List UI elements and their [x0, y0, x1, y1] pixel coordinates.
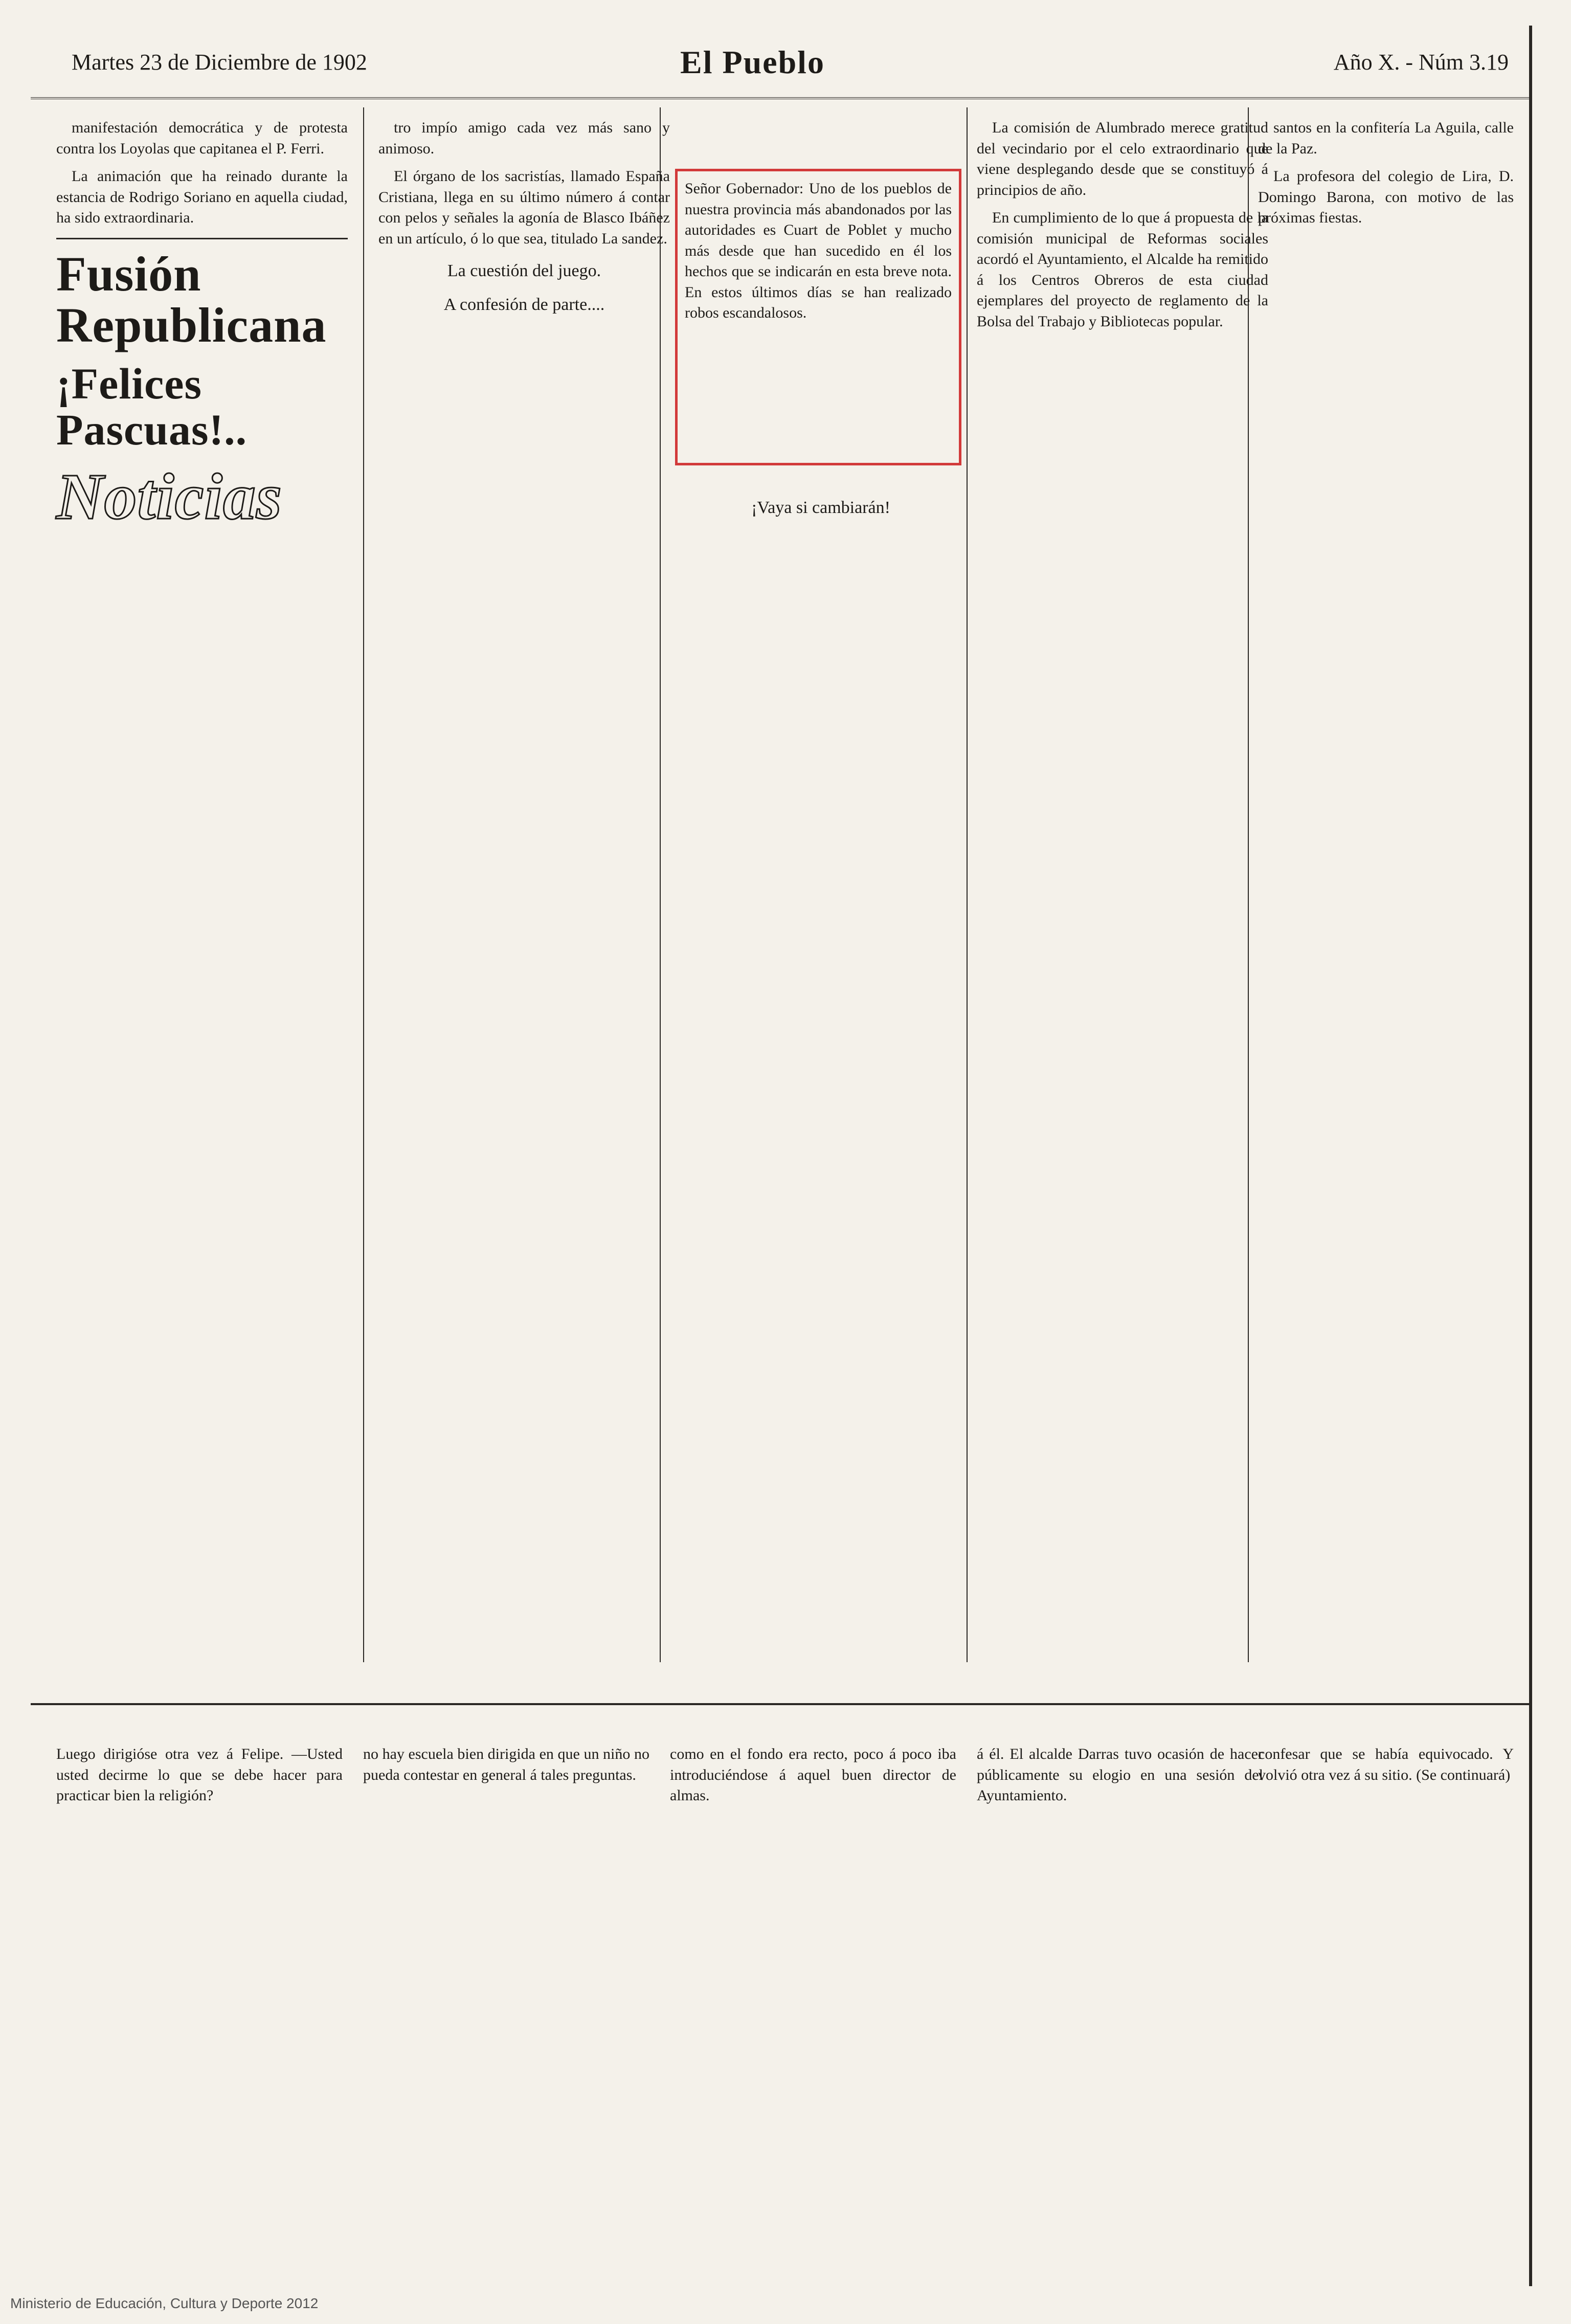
serial-column-5: confesar que se había equivocado. Y volvió otra vez á su sitio. (Se continuará)	[1258, 1746, 1514, 1783]
column-text: manifestación democrática y de protesta contra los Loyolas que capitanea el P. Ferri.	[56, 119, 348, 157]
column-text: En cumplimiento de lo que á propuesta de la comisión municipal de Reformas sociales acordó el Ayuntamiento, el Alcalde ha remitido á los Centros Obreros de esta ciudad ejemplares del proyecto de reglamento de la Bolsa del Trabajo y Bibliotecas popular.	[977, 209, 1268, 330]
newspaper-page	[31, 26, 1532, 2286]
column-5	[1258, 118, 1514, 236]
highlighted-text: Señor Gobernador: Uno de los pueblos de nuestra provincia más abandonados por las autoridades es Cuart de Poblet y mucho más desde que han sucedido en él los hechos que se indicarán en esta breve nota. En estos últimos días se han realizado robos escandalosos.	[685, 180, 952, 321]
serial-column-2: no hay escuela bien dirigida en que un niño no pueda contestar en general á tales preguntas.	[363, 1746, 649, 1783]
column-1	[56, 118, 348, 540]
serial-column-3: como en el fondo era recto, poco á poco iba introduciéndose á aquel buen director de almas.	[670, 1746, 956, 1804]
archive-credit: Ministerio de Educación, Cultura y Deporte 2012	[10, 2295, 319, 2311]
section-heading-noticias: Noticias	[56, 460, 282, 533]
column-text: santos en la confitería La Aguila, calle de la Paz.	[1258, 119, 1514, 157]
serial-divider	[31, 1703, 1529, 1705]
column-text: tro impío amigo cada vez más sano y animoso.	[378, 119, 670, 157]
column-3	[675, 486, 967, 530]
serial-column-4: á él. El alcalde Darras tuvo ocasión de hacer públicamente su elogio en una sesión del Ayuntamiento.	[977, 1746, 1263, 1804]
column-4	[977, 118, 1268, 339]
section-heading-vaya: ¡Vaya si cambiarán!	[751, 498, 890, 517]
column-text: La comisión de Alumbrado merece gratitud del vecindario por el celo extraordinario que viene desplegando desde que se constituyó á principios de año.	[977, 119, 1268, 198]
column-text: La profesora del colegio de Lira, D. Domingo Barona, con motivo de las próximas fiestas.	[1258, 168, 1514, 226]
section-heading-fusion: Fusión Republicana	[56, 246, 327, 353]
newspaper-title: El Pueblo	[680, 44, 825, 80]
section-heading-felices: ¡Felices Pascuas!..	[56, 359, 248, 455]
column-2	[378, 118, 670, 327]
issue-number: Año X. - Núm 3.19	[1333, 50, 1509, 75]
column-divider	[660, 107, 661, 1662]
section-heading-confesion: A confesión de parte....	[443, 295, 605, 314]
section-divider	[56, 238, 348, 239]
column-text: La animación que ha reinado durante la estancia de Rodrigo Soriano en aquella ciudad, ha sido extraordinaria.	[56, 168, 348, 226]
masthead-date: Martes 23 de Diciembre de 1902	[72, 50, 367, 75]
column-divider	[363, 107, 364, 1662]
serial-column-1: Luego dirigióse otra vez á Felipe. —Usted usted decirme lo que se debe hacer para practicar bien la religión?	[56, 1746, 343, 1804]
column-divider	[1248, 107, 1249, 1662]
column-text: El órgano de los sacristías, llamado España Cristiana, llega en su último número á contar con pelos y señales la agonía de Blasco Ibáñez en un artículo, ó lo que sea, titulado La sandez.	[378, 168, 670, 247]
column-divider	[967, 107, 968, 1662]
highlighted-paragraph[interactable]	[675, 169, 961, 465]
section-heading-juego: La cuestión del juego.	[447, 261, 601, 280]
masthead	[31, 26, 1529, 99]
